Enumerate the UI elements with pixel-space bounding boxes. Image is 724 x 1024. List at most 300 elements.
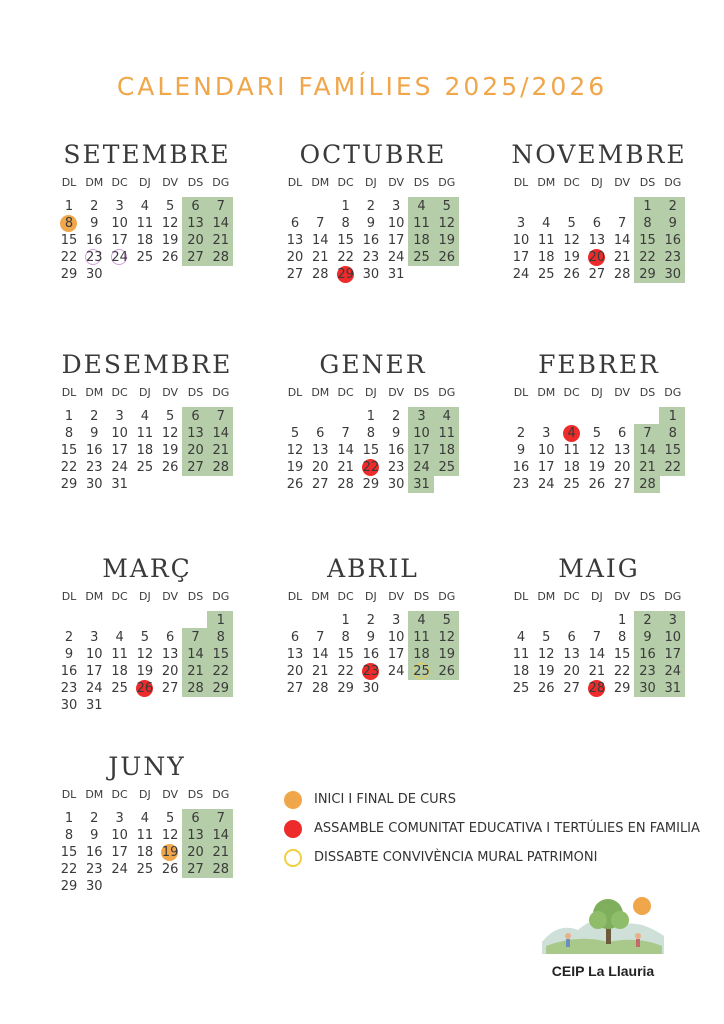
day-number: 6 [290, 216, 300, 231]
weekday-label: DV [162, 788, 179, 801]
day-number: 24 [512, 267, 530, 282]
weekday-label: DL [61, 386, 77, 399]
day-number: 19 [286, 460, 304, 475]
day-number: 22 [212, 664, 230, 679]
day-number: 17 [538, 460, 555, 475]
day-number: 21 [212, 443, 230, 458]
day-number: 18 [136, 845, 154, 860]
day-number: 5 [290, 426, 300, 441]
day-number: 11 [136, 426, 154, 441]
day-number: 2 [668, 199, 677, 214]
day-number: 31 [111, 477, 128, 492]
day-number: 21 [187, 664, 204, 679]
day-number: 28 [187, 681, 204, 696]
day-number: 30 [362, 681, 380, 696]
weekday-label: DJ [365, 590, 377, 603]
day-number: 18 [563, 460, 580, 475]
day-number: 26 [161, 250, 179, 265]
day-number: 16 [86, 233, 103, 248]
day-number: 11 [136, 828, 154, 843]
weekday-label: DG [438, 176, 456, 189]
weekday-label: DJ [591, 590, 603, 603]
day-number: 13 [286, 647, 304, 662]
weekday-label: DS [639, 590, 656, 603]
day-number: 21 [588, 664, 606, 679]
day-number: 3 [516, 216, 526, 231]
weekday-label: DS [187, 386, 204, 399]
day-number: 10 [111, 216, 128, 231]
day-number: 1 [366, 409, 376, 424]
weekday-label: DS [413, 386, 430, 399]
day-number: 27 [312, 477, 329, 492]
day-number: 1 [64, 811, 74, 826]
day-number: 15 [212, 647, 230, 662]
day-number: 3 [668, 613, 677, 628]
day-number: 9 [366, 216, 376, 231]
weekday-label: DM [537, 590, 556, 603]
day-number: 23 [86, 250, 103, 265]
day-number: 2 [90, 409, 99, 424]
day-number: 14 [588, 647, 606, 662]
weekday-label: DS [639, 386, 656, 399]
day-number: 7 [216, 199, 225, 214]
day-number: 21 [337, 460, 354, 475]
day-number: 22 [337, 250, 354, 265]
weekday-label: DC [337, 386, 354, 399]
day-number: 11 [512, 647, 530, 662]
page-title: CALENDARI FAMÍLIES 2025/2026 [116, 72, 608, 101]
day-number: 4 [140, 409, 150, 424]
day-number: 20 [286, 664, 304, 679]
day-number: 5 [166, 409, 175, 424]
day-number: 6 [166, 630, 175, 645]
weekday-label: DM [537, 176, 556, 189]
day-number: 8 [643, 216, 652, 231]
day-number: 23 [86, 460, 103, 475]
day-number: 19 [563, 250, 580, 265]
weekday-label: DV [162, 590, 179, 603]
day-number: 29 [60, 879, 78, 894]
day-number: 18 [413, 647, 430, 662]
weekday-label: DG [664, 386, 682, 399]
day-number: 14 [212, 216, 230, 231]
day-number: 5 [567, 216, 576, 231]
weekday-label: DM [85, 386, 104, 399]
weekday-label: DS [413, 590, 430, 603]
day-number: 4 [417, 613, 426, 628]
day-number: 14 [212, 426, 230, 441]
weekday-label: DC [111, 788, 128, 801]
weekday-label: DS [639, 176, 656, 189]
weekday-label: DL [287, 386, 303, 399]
day-number: 11 [538, 233, 555, 248]
weekday-label: DC [337, 590, 354, 603]
day-number: 23 [362, 250, 380, 265]
day-number: 18 [538, 250, 555, 265]
day-number: 23 [639, 664, 656, 679]
weekday-label: DJ [139, 176, 151, 189]
day-number: 29 [337, 267, 354, 282]
day-number: 26 [588, 477, 606, 492]
day-number: 3 [115, 409, 124, 424]
day-number: 14 [337, 443, 354, 458]
day-number: 2 [392, 409, 401, 424]
day-number: 5 [442, 613, 451, 628]
day-number: 22 [337, 664, 354, 679]
weekday-label: DJ [139, 590, 151, 603]
day-number: 14 [187, 647, 204, 662]
day-number: 15 [337, 233, 354, 248]
day-number: 18 [413, 233, 430, 248]
day-number: 8 [64, 216, 74, 231]
day-number: 26 [161, 862, 179, 877]
day-number: 24 [111, 460, 128, 475]
weekday-label: DC [563, 590, 580, 603]
day-number: 10 [538, 443, 555, 458]
day-number: 31 [664, 681, 682, 696]
day-number: 5 [140, 630, 150, 645]
day-number: 8 [64, 426, 74, 441]
day-number: 14 [639, 443, 656, 458]
day-number: 6 [191, 199, 200, 214]
day-number: 17 [86, 664, 103, 679]
day-number: 19 [538, 664, 555, 679]
day-number: 17 [413, 443, 430, 458]
day-number: 13 [187, 426, 204, 441]
day-number: 24 [86, 681, 103, 696]
day-number: 15 [613, 647, 631, 662]
day-number: 12 [286, 443, 304, 458]
day-number: 26 [136, 681, 154, 696]
day-number: 22 [613, 664, 631, 679]
day-number: 3 [392, 613, 401, 628]
day-number: 5 [166, 199, 175, 214]
orange-dot-icon [284, 791, 302, 809]
day-number: 4 [442, 409, 451, 424]
day-number: 30 [387, 477, 405, 492]
day-number: 28 [588, 681, 606, 696]
school-logo [538, 892, 668, 954]
day-number: 19 [161, 443, 179, 458]
day-number: 3 [90, 630, 99, 645]
day-number: 20 [563, 664, 580, 679]
day-number: 4 [417, 199, 426, 214]
day-number: 30 [86, 879, 103, 894]
day-number: 27 [286, 267, 304, 282]
day-number: 27 [563, 681, 580, 696]
day-number: 4 [542, 216, 551, 231]
day-number: 19 [161, 845, 179, 860]
weekday-label: DG [438, 386, 456, 399]
weekday-label: DV [614, 590, 631, 603]
day-number: 7 [316, 216, 325, 231]
day-number: 9 [668, 216, 677, 231]
day-number: 10 [86, 647, 103, 662]
day-number: 29 [639, 267, 656, 282]
day-number: 28 [212, 460, 230, 475]
day-number: 16 [362, 233, 380, 248]
day-number: 4 [567, 426, 576, 441]
day-number: 28 [312, 267, 329, 282]
day-number: 13 [613, 443, 631, 458]
day-number: 22 [664, 460, 682, 475]
day-number: 30 [664, 267, 682, 282]
weekday-label: DV [388, 590, 405, 603]
day-number: 6 [191, 409, 200, 424]
day-number: 14 [212, 828, 230, 843]
day-number: 27 [613, 477, 631, 492]
day-number: 25 [413, 664, 430, 679]
day-number: 4 [516, 630, 526, 645]
day-number: 8 [618, 630, 627, 645]
day-number: 13 [187, 216, 204, 231]
day-number: 1 [64, 409, 74, 424]
weekday-label: DC [563, 176, 580, 189]
day-number: 10 [512, 233, 530, 248]
day-number: 1 [668, 409, 677, 424]
day-number: 21 [312, 250, 329, 265]
day-number: 24 [413, 460, 430, 475]
month-name: DESEMBRE [61, 350, 233, 379]
day-number: 15 [60, 845, 78, 860]
day-number: 15 [362, 443, 380, 458]
month-name: NOVEMBRE [511, 140, 687, 169]
day-number: 13 [563, 647, 580, 662]
day-number: 16 [362, 647, 380, 662]
day-number: 22 [60, 460, 78, 475]
school-name: CEIP La Llauria [551, 963, 655, 979]
day-number: 27 [588, 267, 606, 282]
day-number: 7 [618, 216, 627, 231]
day-number: 25 [438, 460, 456, 475]
day-number: 14 [613, 233, 631, 248]
day-number: 5 [442, 199, 451, 214]
day-number: 3 [417, 409, 426, 424]
weekday-label: DG [212, 386, 230, 399]
day-number: 26 [563, 267, 580, 282]
weekday-label: DJ [365, 386, 377, 399]
weekday-label: DJ [365, 176, 377, 189]
day-number: 24 [111, 250, 128, 265]
day-number: 25 [413, 250, 430, 265]
weekday-label: DG [664, 590, 682, 603]
day-number: 2 [366, 199, 376, 214]
day-number: 7 [191, 630, 200, 645]
day-number: 17 [387, 233, 405, 248]
weekday-label: DC [111, 590, 128, 603]
weekday-label: DM [311, 590, 330, 603]
day-number: 8 [341, 630, 350, 645]
day-number: 3 [392, 199, 401, 214]
day-number: 13 [286, 233, 304, 248]
month-name: JUNY [108, 752, 186, 781]
day-number: 18 [136, 443, 154, 458]
weekday-label: DL [513, 386, 529, 399]
weekday-label: DV [388, 386, 405, 399]
day-number: 6 [290, 630, 300, 645]
day-number: 24 [387, 664, 405, 679]
day-number: 29 [337, 681, 354, 696]
day-number: 19 [438, 233, 456, 248]
day-number: 12 [538, 647, 555, 662]
day-number: 21 [212, 233, 230, 248]
day-number: 24 [387, 250, 405, 265]
day-number: 25 [136, 250, 154, 265]
weekday-label: DV [162, 386, 179, 399]
day-number: 29 [60, 267, 78, 282]
weekday-label: DM [85, 788, 104, 801]
day-number: 7 [643, 426, 652, 441]
day-number: 6 [618, 426, 627, 441]
weekday-label: DG [664, 176, 682, 189]
weekday-label: DL [61, 176, 77, 189]
day-number: 24 [664, 664, 682, 679]
day-number: 6 [592, 216, 602, 231]
weekday-label: DG [212, 788, 230, 801]
day-number: 27 [187, 250, 204, 265]
weekday-label: DJ [139, 386, 151, 399]
day-number: 12 [563, 233, 580, 248]
day-number: 13 [312, 443, 329, 458]
day-number: 1 [341, 613, 350, 628]
day-number: 1 [643, 199, 652, 214]
day-number: 30 [362, 267, 380, 282]
day-number: 2 [516, 426, 526, 441]
month-name: FEBRER [538, 350, 660, 379]
weekday-label: DS [187, 176, 204, 189]
day-number: 18 [111, 664, 128, 679]
day-number: 29 [613, 681, 631, 696]
day-number: 21 [212, 845, 230, 860]
weekday-label: DM [537, 386, 556, 399]
day-number: 8 [668, 426, 677, 441]
day-number: 31 [387, 267, 405, 282]
day-number: 15 [60, 233, 78, 248]
day-number: 25 [136, 862, 154, 877]
day-number: 7 [216, 409, 225, 424]
day-number: 29 [362, 477, 380, 492]
day-number: 11 [438, 426, 456, 441]
weekday-label: DV [162, 176, 179, 189]
day-number: 27 [187, 460, 204, 475]
day-number: 10 [387, 216, 405, 231]
month-name: OCTUBRE [299, 140, 447, 169]
day-number: 19 [136, 664, 154, 679]
day-number: 12 [438, 216, 456, 231]
legend-label: INICI I FINAL DE CURS [314, 792, 456, 807]
day-number: 20 [187, 233, 204, 248]
weekday-label: DL [287, 176, 303, 189]
weekday-label: DM [311, 176, 330, 189]
weekday-label: DS [413, 176, 430, 189]
day-number: 18 [512, 664, 530, 679]
weekday-label: DC [337, 176, 354, 189]
day-number: 21 [312, 664, 329, 679]
day-number: 11 [413, 216, 430, 231]
day-number: 28 [337, 477, 354, 492]
day-number: 29 [60, 477, 78, 492]
day-number: 20 [588, 250, 606, 265]
weekday-label: DG [212, 176, 230, 189]
weekday-label: DV [614, 176, 631, 189]
day-number: 12 [136, 647, 154, 662]
weekday-label: DV [614, 386, 631, 399]
day-number: 9 [90, 216, 99, 231]
day-number: 16 [664, 233, 682, 248]
month-name: GENER [319, 350, 427, 379]
day-number: 28 [639, 477, 656, 492]
month-name: MAIG [558, 554, 640, 583]
day-number: 18 [136, 233, 154, 248]
day-number: 28 [212, 250, 230, 265]
weekday-label: DM [311, 386, 330, 399]
day-number: 2 [643, 613, 652, 628]
day-number: 9 [64, 647, 74, 662]
day-number: 28 [212, 862, 230, 877]
legend-label: ASSAMBLE COMUNITAT EDUCATIVA I TERTÚLIES EN FAMILIA [314, 821, 700, 836]
day-number: 26 [438, 664, 456, 679]
day-number: 25 [136, 460, 154, 475]
day-number: 30 [86, 477, 103, 492]
day-number: 21 [613, 250, 631, 265]
weekday-label: DM [85, 590, 104, 603]
weekday-label: DJ [139, 788, 151, 801]
weekday-label: DV [388, 176, 405, 189]
day-number: 28 [613, 267, 631, 282]
day-number: 10 [413, 426, 430, 441]
day-number: 17 [512, 250, 530, 265]
day-number: 12 [588, 443, 606, 458]
day-number: 2 [90, 811, 99, 826]
day-number: 26 [438, 250, 456, 265]
day-number: 7 [216, 811, 225, 826]
day-number: 10 [111, 426, 128, 441]
day-number: 15 [639, 233, 656, 248]
day-number: 31 [86, 698, 103, 713]
weekday-label: DS [187, 788, 204, 801]
day-number: 13 [187, 828, 204, 843]
weekday-label: DL [513, 590, 529, 603]
day-number: 20 [613, 460, 631, 475]
day-number: 31 [413, 477, 430, 492]
day-number: 10 [111, 828, 128, 843]
day-number: 22 [60, 250, 78, 265]
day-number: 17 [111, 233, 128, 248]
day-number: 15 [337, 647, 354, 662]
day-number: 10 [664, 630, 682, 645]
day-number: 30 [639, 681, 656, 696]
day-number: 3 [542, 426, 551, 441]
day-number: 27 [187, 862, 204, 877]
day-number: 11 [563, 443, 580, 458]
day-number: 2 [366, 613, 376, 628]
day-number: 30 [86, 267, 103, 282]
day-number: 7 [341, 426, 350, 441]
day-number: 26 [286, 477, 304, 492]
day-number: 9 [90, 426, 99, 441]
day-number: 14 [312, 647, 329, 662]
day-number: 1 [341, 199, 350, 214]
day-number: 5 [592, 426, 602, 441]
day-number: 29 [212, 681, 230, 696]
day-number: 4 [140, 199, 150, 214]
weekday-label: DG [438, 590, 456, 603]
day-number: 16 [512, 460, 530, 475]
weekday-label: DC [111, 386, 128, 399]
day-number: 23 [387, 460, 405, 475]
weekday-label: DG [212, 590, 230, 603]
day-number: 7 [592, 630, 602, 645]
